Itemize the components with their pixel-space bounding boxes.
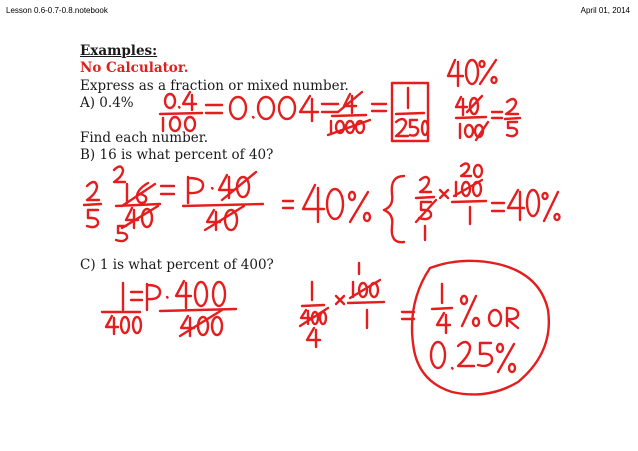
- ink-16-over-40-crossed: [114, 167, 160, 242]
- ink-0-4-over-100: [160, 92, 202, 131]
- instruction-find: Find each number.: [80, 130, 208, 146]
- ink-circled-answer: [402, 261, 549, 395]
- ink-40-percent: [448, 60, 497, 86]
- item-a: A) 0.4%: [80, 95, 134, 111]
- ink-boxed-1-over-250: [392, 83, 428, 141]
- ink-1-equals-p-times-400: [102, 281, 236, 336]
- ink-40-over-100-to-2-over-5: [456, 96, 520, 140]
- ink-equals-0-004: [206, 96, 338, 121]
- item-b: B) 16 is what percent of 40?: [80, 147, 274, 163]
- ink-equals-p-times-40: [161, 172, 263, 230]
- notebook-title: Lesson 0.6-0.7-0.8.notebook: [6, 6, 108, 15]
- ink-2-over-5: [84, 182, 101, 227]
- examples-heading: Examples:: [80, 43, 158, 59]
- ink-equals-40-percent-right: [492, 190, 560, 221]
- ink-curly-brace: [384, 176, 404, 242]
- ink-1-over-400-times-100: [300, 263, 384, 347]
- ink-4-over-1000-crossed: [328, 92, 386, 135]
- notebook-date: April 01, 2014: [580, 6, 630, 15]
- item-c: C) 1 is what percent of 400?: [80, 257, 274, 273]
- ink-2-over-5-times-100: [416, 164, 486, 241]
- ink-equals-40-percent: [283, 185, 370, 222]
- instruction-express: Express as a fraction or mixed number.: [80, 78, 349, 94]
- no-calculator-label: No Calculator.: [80, 60, 189, 76]
